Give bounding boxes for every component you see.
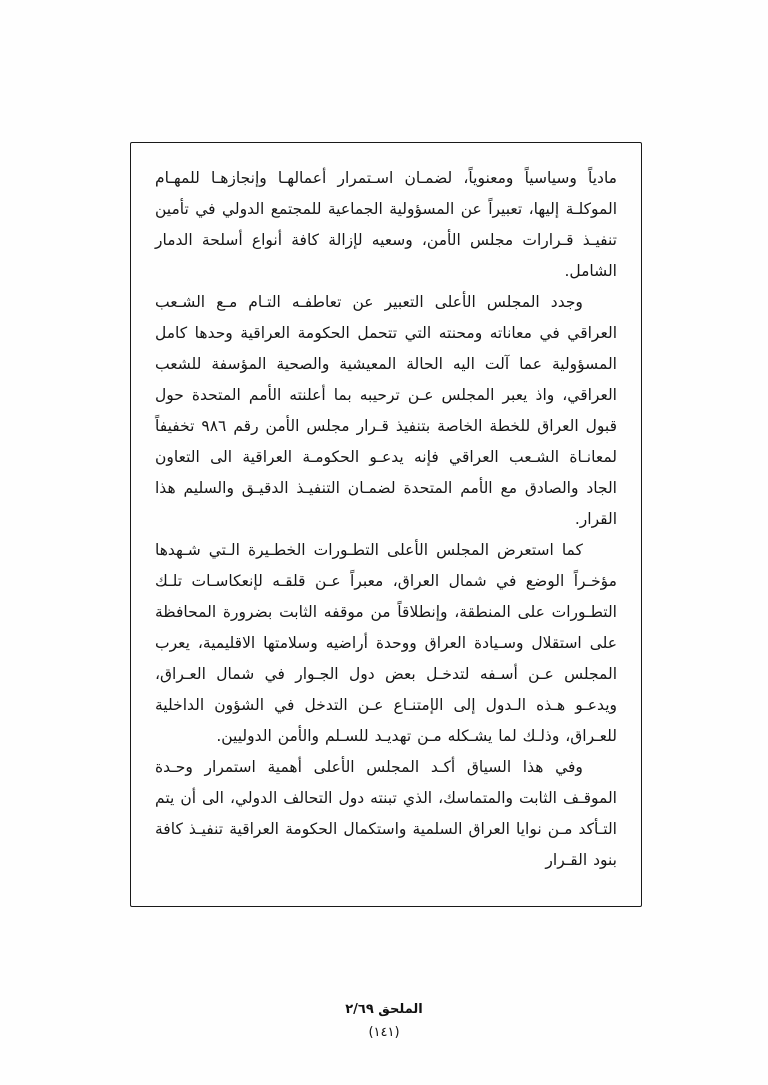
paragraph-1: مادياً وسياسياً ومعنوياً، لضمـان اسـتمرار أعمالهـا وإنجازهـا للمهـام الموكلـة إليها، تعبيراً عن المسؤولية الجماعية للمجتمع الدولي في تأمين تنفيـذ قـرارات مجلس الأمن، وسعيه لإزالة كافة أنواع أسلحة الدمار الشامل. <box>155 169 617 280</box>
text-border-box <box>130 142 642 907</box>
paragraph-3: كما استعرض المجلس الأعلى التطـورات الخطـيرة الـتي شـهدها مؤخـراً الوضع في شمال العراق، معبراً عـن قلقـه لإنعكاسـات تلـك التطـورات على المنطقة، وإنطلاقاً من موقفه الثابت بضرورة المحافظة على استقلال وسـيادة العراق ووحدة أراضيه وسلامتها الاقليمية، يعرب المجلس عـن أسـفه لتدخـل بعض دول الجـوار في شمال العـراق، ويدعـو هـذه الـدول إلى الإمتنـاع عـن التدخل في الشؤون الداخلية للعـراق، وذلـك لما يشـكله مـن تهديـد للسـلم والأمن الدوليين. <box>155 541 617 745</box>
paragraph-2: وجدد المجلس الأعلى التعبير عن تعاطفـه التـام مـع الشـعب العراقي في معاناته ومحنته التي تتحمل الحكومة العراقية وحدها كامل المسؤولية عما آلت اليه الحالة المعيشية والصحية المؤسفة للشعب العراقي، واذ يعبر المجلس عـن ترحيبه بما أعلنته الأمم المتحدة حول قبول العراق للخطة الخاصة بتنفيذ قـرار مجلس الأمن رقم ٩٨٦ تخفيفاً لمعانـاة الشـعب العراقي فإنه يدعـو الحكومـة العراقية الى التعاون الجاد والصادق مع الأمم المتحدة لضمـان التنفيـذ الدقيـق والسليم هذا القرار. <box>155 293 617 528</box>
appendix-label: الملحق ٢/٦٩ <box>345 1002 423 1017</box>
paragraph-4: وفي هذا السياق أكـد المجلس الأعلى أهمية استمرار وحـدة الموقـف الثابت والمتماسك، الذي تبنته دول التحالف الدولي، الى أن يتم التـأكد مـن نوايا العراق السلمية واستكمال الحكومة العراقية تنفيـذ كافة بنود القـرار <box>155 758 617 869</box>
page-number: (١٤١) <box>368 1024 400 1040</box>
page-footer <box>0 1000 768 1044</box>
